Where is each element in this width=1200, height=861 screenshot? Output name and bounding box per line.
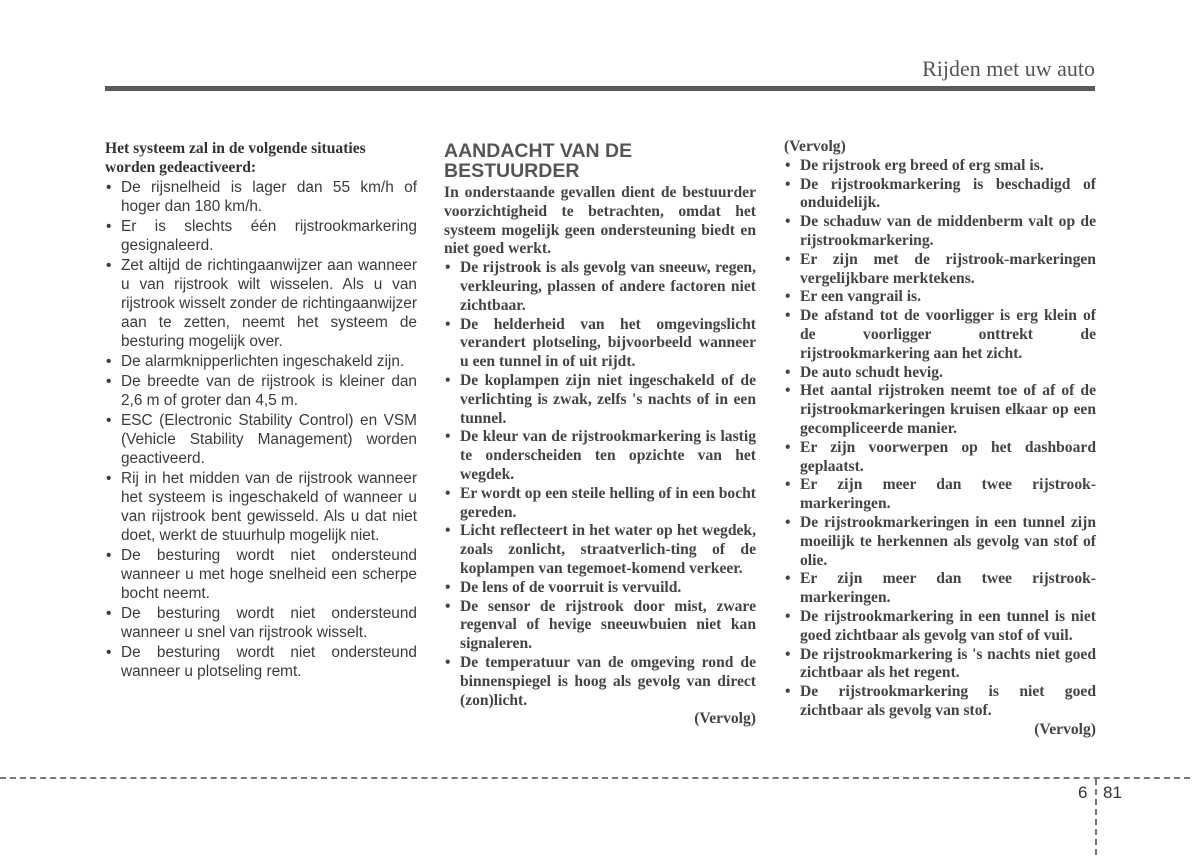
list-item: • Licht reflecteert in het water op het wegdek, zoals zonlicht, straatverlich-ting of de koplampen van tegemoet-komend verkeer. [444, 522, 756, 578]
right-list [784, 157, 1096, 721]
list-item: • Er zijn meer dan twee rijstrook-markeringen. [784, 570, 1096, 608]
continued-top-label: (Vervolg) [784, 138, 846, 155]
list-item: • De helderheid van het omgevingslicht verandert plotseling, bijvoorbeeld wanneer u een tunnel in of uit rijdt. [444, 316, 756, 372]
list-item: • Zet altijd de richtingaanwijzer aan wanneer u van rijstrook wilt wisselen. Als u van rijstrook wisselt zonder de richtingaanwijzer aan te zetten, neemt het systeem de besturing mogelijk over. [105, 256, 417, 351]
list-item: • De lens of de voorruit is vervuild. [444, 579, 756, 598]
list-item: • De rijstrookmarkering is niet goed zichtbaar als gevolg van stof. [784, 683, 1096, 721]
left-column [105, 139, 417, 682]
list-item: • De rijstrookmarkering is 's nachts niet goed zichtbaar als het regent. [784, 646, 1096, 684]
list-item: • De schaduw van de middenberm valt op de rijstrookmarkering. [784, 213, 1096, 251]
page-number: 81 [1103, 783, 1122, 802]
list-item: • Er wordt op een steile helling of in een bocht gereden. [444, 485, 756, 523]
section-number: 6 [1078, 783, 1088, 802]
footer-divider [0, 777, 1190, 779]
list-item: • De besturing wordt niet ondersteund wanneer u met hoge snelheid een scherpe bocht neemt. [105, 546, 417, 603]
list-item: • Er zijn met de rijstrook-markeringen vergelijkbare merktekens. [784, 251, 1096, 289]
list-item: • De auto schudt hevig. [784, 364, 1096, 383]
footer-vertical-divider [1095, 779, 1097, 855]
list-item: • De rijstrookmarkering is beschadigd of onduidelijk. [784, 176, 1096, 214]
list-item: • De breedte van de rijstrook is kleiner dan 2,6 m of groter dan 4,5 m. [105, 372, 417, 410]
header-title: Rijden met uw auto [922, 56, 1095, 81]
list-item: • De rijstrookmarkeringen in een tunnel zijn moeilijk te herkennen als gevolg van stof of olie. [784, 514, 1096, 570]
header-rule [105, 86, 1095, 91]
continued-label: (Vervolg) [1034, 720, 1096, 738]
list-item: • De besturing wordt niet ondersteund wanneer u snel van rijstrook wisselt. [105, 604, 417, 642]
list-item: • De afstand tot de voorligger is erg klein of de voorligger onttrekt de rijstrookmarkering aan het zicht. [784, 307, 1096, 363]
list-item: • De rijsnelheid is lager dan 55 km/h of hoger dan 180 km/h. [105, 178, 417, 216]
list-item: • Er zijn meer dan twee rijstrook-markeringen. [784, 476, 1096, 514]
list-item: • De koplampen zijn niet ingeschakeld of de verlichting is zwak, zelfs 's nachts of in een tunnel. [444, 372, 756, 428]
middle-list [444, 259, 756, 710]
list-item: • De temperatuur van de omgeving rond de binnenspiegel is hoog als gevolg van direct (zon)licht. [444, 654, 756, 710]
list-item: • De rijstrookmarkering in een tunnel is niet goed zichtbaar als gevolg van stof of vuil. [784, 608, 1096, 646]
list-item: • De besturing wordt niet ondersteund wanneer u plotseling remt. [105, 643, 417, 681]
list-item: • De rijstrook erg breed of erg smal is. [784, 157, 1096, 176]
list-item: • Het aantal rijstroken neemt toe of af of de rijstrookmarkeringen kruisen elkaar op een gecompliceerde manier. [784, 382, 1096, 438]
list-item: • Rij in het midden van de rijstrook wanneer het systeem is ingeschakeld of wanneer u van rijstrook bent gewisseld. Als u dat niet doet, werkt de stuurhulp mogelijk niet. [105, 469, 417, 545]
list-item: • Er zijn voorwerpen op het dashboard geplaatst. [784, 439, 1096, 477]
continued-label: (Vervolg) [694, 710, 756, 728]
list-item: • ESC (Electronic Stability Control) en VSM (Vehicle Stability Management) worden geactiveerd. [105, 411, 417, 468]
list-item: • De kleur van de rijstrookmarkering is lastig te onderscheiden ten opzichte van het wegdek. [444, 428, 756, 484]
middle-intro: In onderstaande gevallen dient de bestuurder voorzichtigheid te betrachten, omdat het systeem mogelijk geen ondersteuning biedt en niet goed werkt. [444, 184, 756, 258]
list-item: • De sensor de rijstrook door mist, zware regenval of hevige sneeuwbuien niet kan signaleren. [444, 598, 756, 654]
left-list [105, 178, 417, 681]
right-column [784, 138, 1096, 740]
left-intro: Het systeem zal in de volgende situaties worden gedeactiveerd: [105, 140, 366, 176]
middle-column [444, 139, 756, 729]
list-item: • Er is slechts één rijstrookmarkering gesignaleerd. [105, 217, 417, 255]
list-item: • De alarmknipperlichten ingeschakeld zijn. [105, 352, 417, 371]
list-item: • De rijstrook is als gevolg van sneeuw, regen, verkleuring, plassen of andere factoren niet zichtbaar. [444, 259, 756, 315]
list-item: • Er een vangrail is. [784, 288, 1096, 307]
section-heading: AANDACHT VAN DE BESTUURDER [444, 140, 633, 182]
